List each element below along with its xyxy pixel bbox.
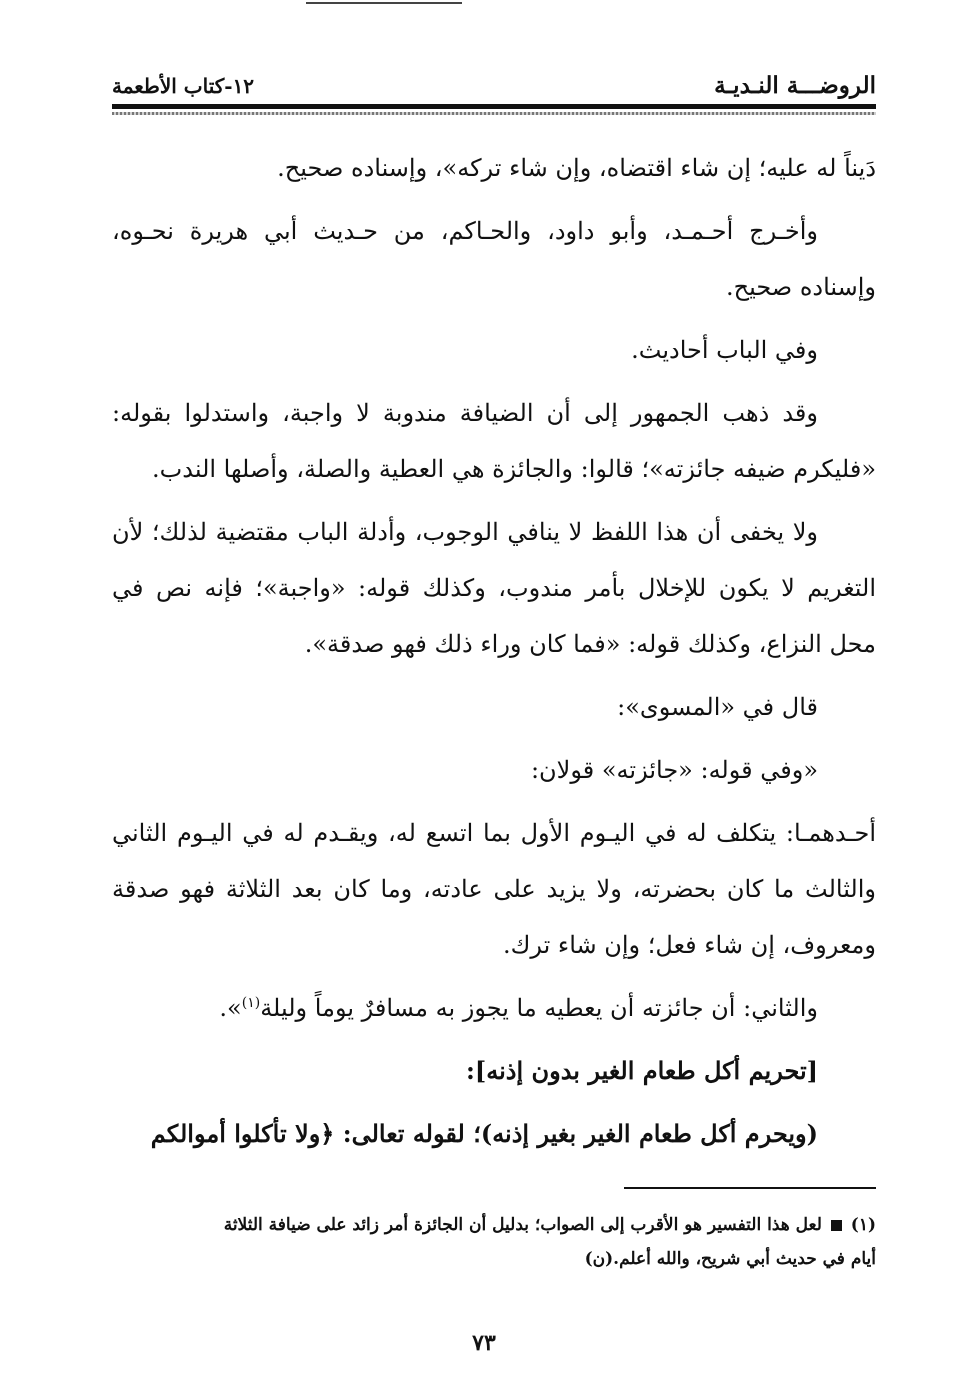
rule-statement: (ويحرم أكل طعام الغير بغير إذنه)؛ لقوله تعالى: ﴿ولا تأكلوا أموالكم — [150, 1119, 818, 1148]
book-title: الروضـــة النـديـة — [714, 72, 876, 99]
footnote-line: أيام في حديث أبي شريح، والله أعلم.(ن) — [584, 1249, 876, 1269]
footnote-text: لعل هذا التفسير هو الأقرب إلى الصواب؛ بدليل أن الجائزة أمر زائد على ضيافة الثلاثة — [223, 1215, 822, 1235]
footnote-marker[interactable]: (١) — [241, 995, 261, 1011]
page-number: ٧٣ — [472, 1330, 496, 1356]
paragraph: وقد ذهب الجمهور إلى أن الضيافة مندوبة لا واجبة، واستدلوا بقوله: «فليكرم ضيفه جائزته»؛ قالوا: والجائزة هي العطية والصلة، وأصلها الندب. — [112, 399, 876, 483]
paragraph: «وفي قوله: «جائزته» قولان: — [530, 756, 818, 784]
square-bullet-icon — [831, 1220, 842, 1231]
header-rule-secondary — [112, 112, 876, 115]
footnote — [112, 1208, 876, 1276]
top-edge-line — [306, 2, 462, 4]
paragraph: قال في «المسوى»: — [617, 693, 818, 721]
closing-quote: ». — [219, 994, 242, 1022]
main-text — [112, 140, 876, 1162]
running-header — [112, 72, 876, 102]
footnote-number: (١) — [850, 1215, 876, 1235]
paragraph: أحـدهمـا: يتكلف له في اليـوم الأول بما اتسع له، ويقـدم له في اليـوم الثاني والثالث ما كان بحضرته، ولا يزيد على عادته، وما كان بعد الثلاثة فهو صدقة ومعروف، إن شاء فعل؛ وإن شاء ترك. — [112, 819, 877, 959]
paragraph-text: والثاني: أن جائزته أن يعطيه ما يجوز به مسافرٌ يوماً وليلة — [260, 994, 818, 1022]
footnote-line — [112, 1208, 876, 1242]
paragraph-second-opinion — [112, 980, 876, 1036]
paragraph: وأخـرج أحـمـد، وأبو داود، والحـاكم، من حـديث أبي هريرة نحـوه، وإسناده صحيح. — [112, 217, 876, 301]
section-heading: [تحريم أكل طعام الغير بدون إذنه]: — [466, 1056, 818, 1085]
paragraph: وفي الباب أحاديث. — [631, 336, 818, 364]
header-rule — [112, 104, 876, 109]
chapter-title: ١٢-كتاب الأطعمة — [112, 74, 255, 98]
paragraph: ولا يخفى أن هذا اللفظ لا ينافي الوجوب، وأدلة الباب مقتضية لذلك؛ لأن التغريم لا يكون للإخلال بأمر مندوب، وكذلك قوله: «واجبة»؛ فإنه نص في محل النزاع، وكذلك قوله: «فما كان وراء ذلك فهو صدقة». — [112, 518, 876, 658]
paragraph: دَيناً له عليه؛ إن شاء اقتضاه، وإن شاء تركه»، وإسناده صحيح. — [277, 154, 876, 182]
footnote-separator — [624, 1187, 876, 1189]
